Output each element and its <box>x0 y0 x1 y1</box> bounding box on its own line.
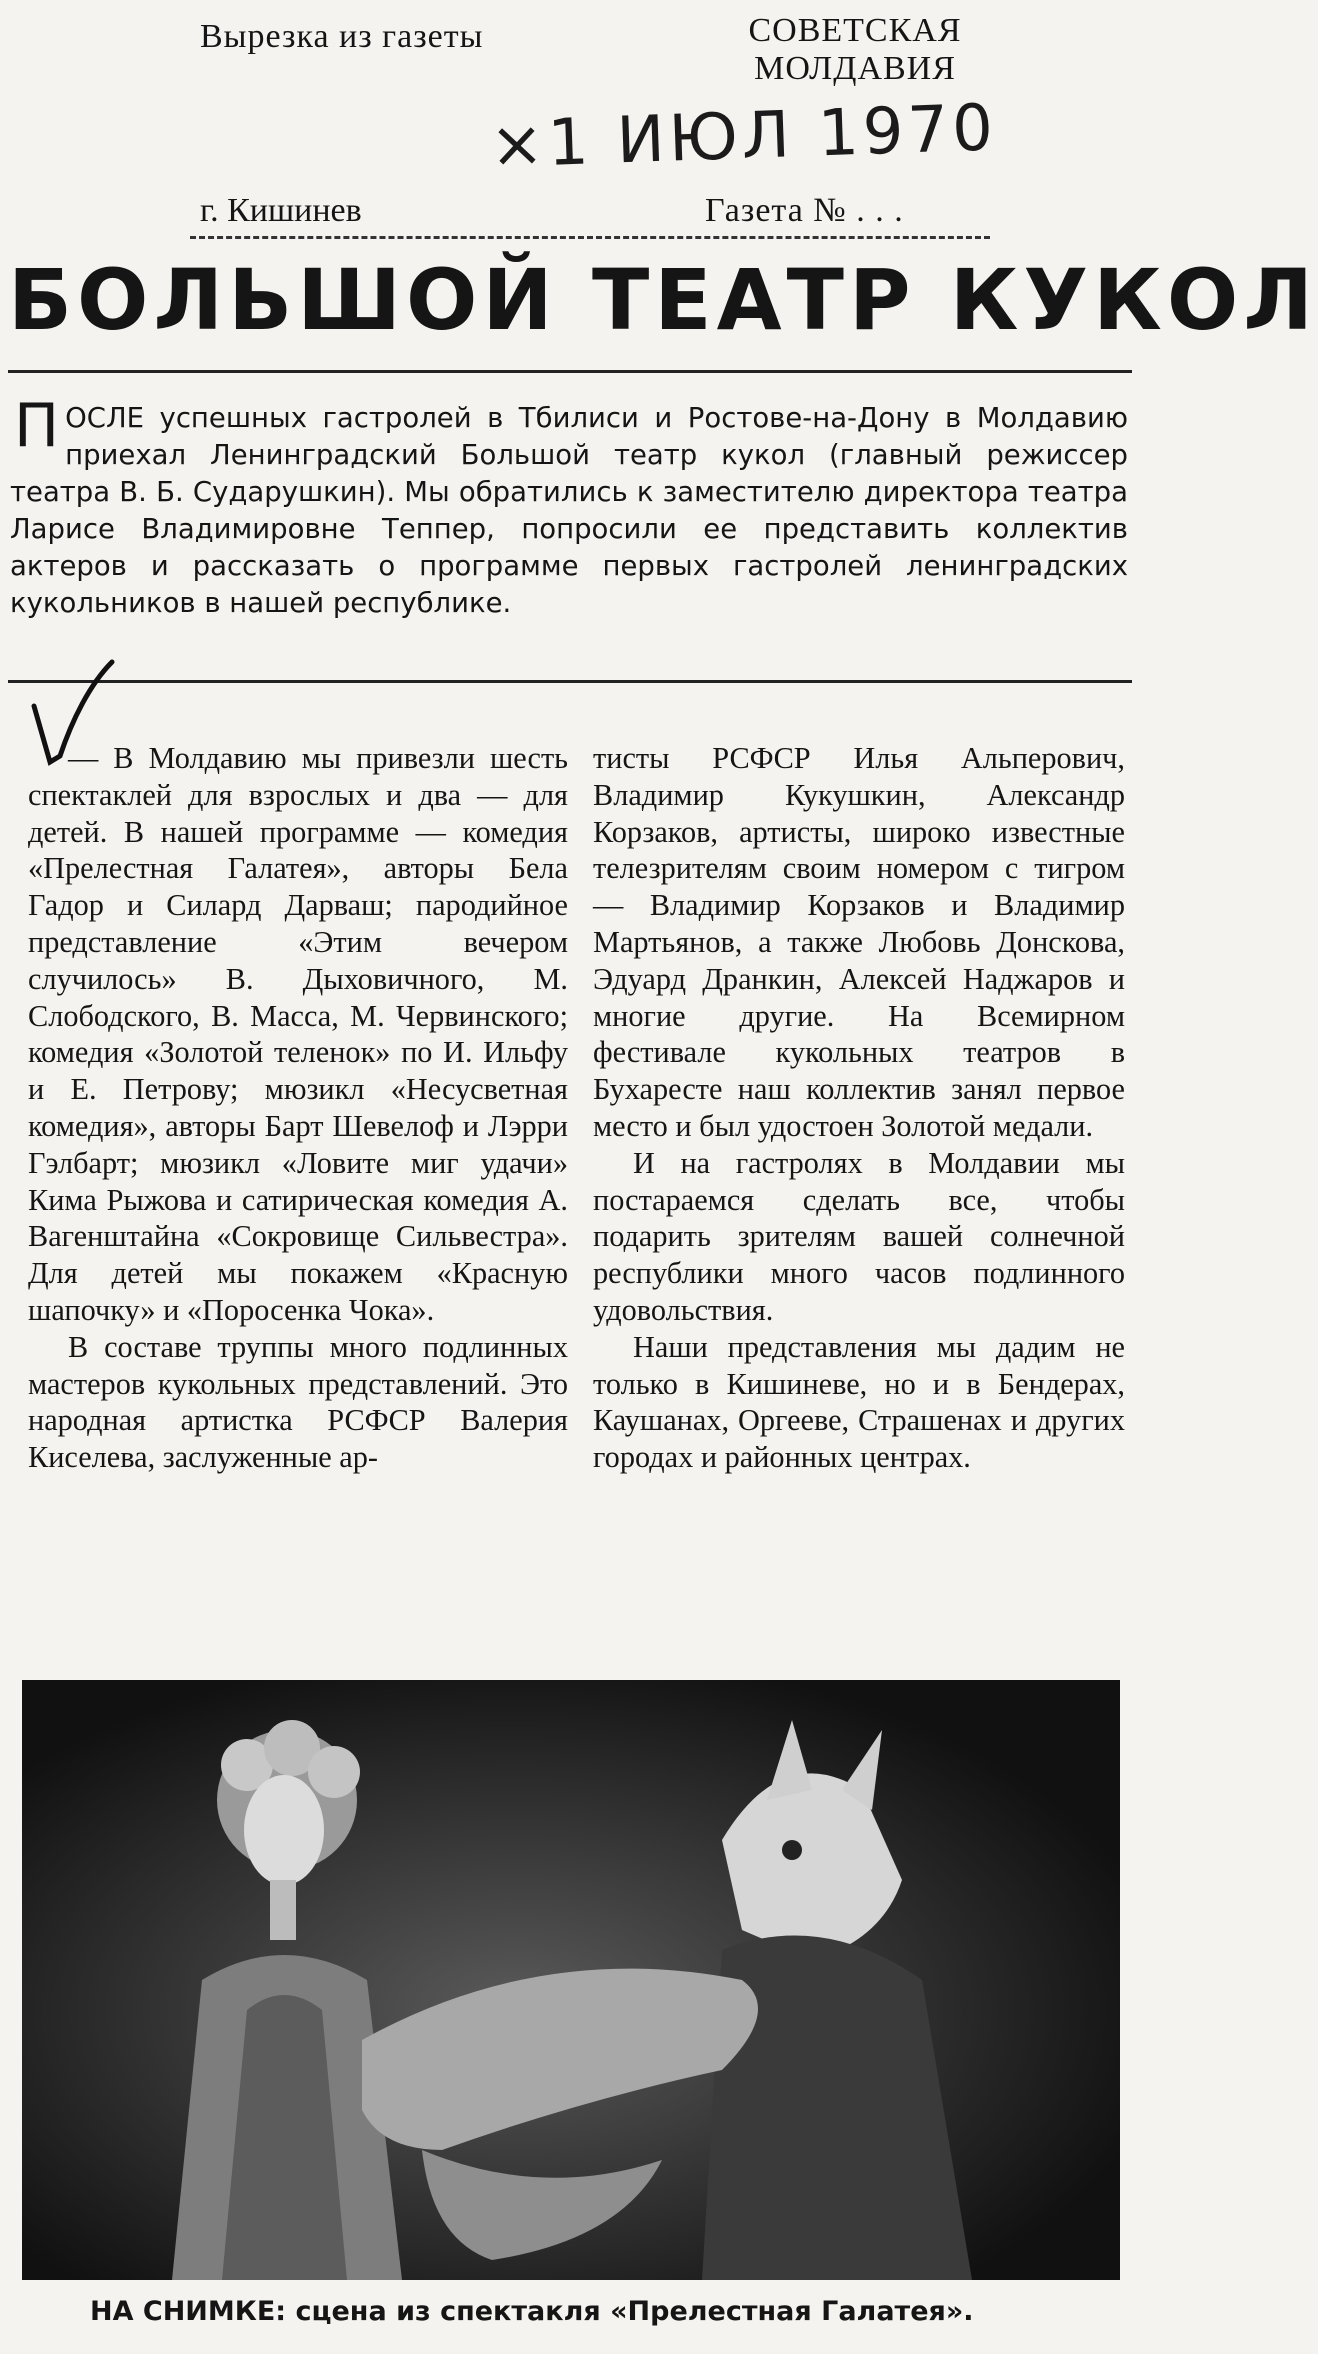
gazeta-number: Газета № . . . <box>705 192 904 229</box>
article-column-left <box>28 740 568 1476</box>
newspaper-name-line2: МОЛДАВИЯ <box>754 50 956 87</box>
city-row <box>190 192 990 239</box>
divider-rule <box>8 680 1132 683</box>
body-paragraph: — В Молдавию мы привезли шесть спектаклей для взрослых и два — для детей. В нашей программе — комедия «Прелестная Галатея», авторы Бела Гадор и Силард Дарваш; пародийное представление «Этим вечером случилось» В. Дыховичного, М. Слободского, В. Масса, М. Червинского; комедия «Золотой теленок» по И. Ильфу и Е. Петрову; мюзикл «Несусветная комедия», авторы Барт Шевелоф и Лэрри Гэлбарт; мюзикл «Ловите миг удачи» Кима Рыжова и сатирическая комедия А. Вагенштайна «Сокровище Сильвестра». Для детей мы покажем «Красную шапочку» и «Поросенка Чока». <box>28 741 568 1327</box>
city-label: г. Кишинев <box>200 192 362 229</box>
drop-cap: П <box>14 391 60 461</box>
body-paragraph: тисты РСФСР Илья Альперович, Владимир Кукушкин, Александр Корзаков, артисты, широко известные телезрителям своим номером с тигром — Владимир Корзаков и Владимир Мартьянов, а также Любовь Донскова, Эдуард Дранкин, Алексей Наджаров и многие другие. На Всемирном фестивале кукольных театров в Бухаресте наш коллектив занял первое место и был удостоен Золотой медали. <box>593 741 1125 1143</box>
body-paragraph: В составе труппы много подлинных мастеров кукольных представлений. Это народная артистка РСФСР Валерия Киселева, заслуженные ар- <box>28 1329 568 1475</box>
divider-rule <box>8 370 1132 373</box>
clipping-label: Вырезка из газеты <box>200 18 484 55</box>
body-paragraph: Наши представления мы дадим не только в Кишиневе, но и в Бендерах, Каушанах, Оргееве, Страшенах и других городах и районных центрах. <box>593 1329 1125 1475</box>
lead-paragraph <box>10 391 1128 622</box>
stage-photo <box>22 1680 1120 2280</box>
newspaper-name-line1: СОВЕТСКАЯ <box>748 12 962 49</box>
clipping-header <box>0 0 1140 250</box>
article-column-right <box>593 740 1125 1476</box>
newspaper-name <box>725 12 985 88</box>
date-stamp: ×1 ИЮЛ 1970 <box>488 91 999 183</box>
puppet-scene-image <box>22 1680 1120 2280</box>
photo-caption: НА СНИМКЕ: сцена из спектакля «Прелестная Галатея». <box>90 2296 974 2327</box>
headline: БОЛЬШОЙ ТЕАТР КУКОЛ <box>8 251 1318 349</box>
lead-text: ОСЛЕ успешных гастролей в Тбилиси и Ростове-на-Дону в Молдавию приехал Ленинградский Большой театр кукол (главный режиссер театра В. Б. Сударушкин). Мы обратились к заместителю директора театра Ларисе Владимировне Теппер, попросили ее представить коллектив актеров и рассказать о программе первых гастролей ленинградских кукольников в нашей республике. <box>10 402 1128 619</box>
body-paragraph: И на гастролях в Молдавии мы постараемся сделать все, чтобы подарить зрителям вашей солнечной республики много часов подлинного удовольствия. <box>593 1145 1125 1327</box>
